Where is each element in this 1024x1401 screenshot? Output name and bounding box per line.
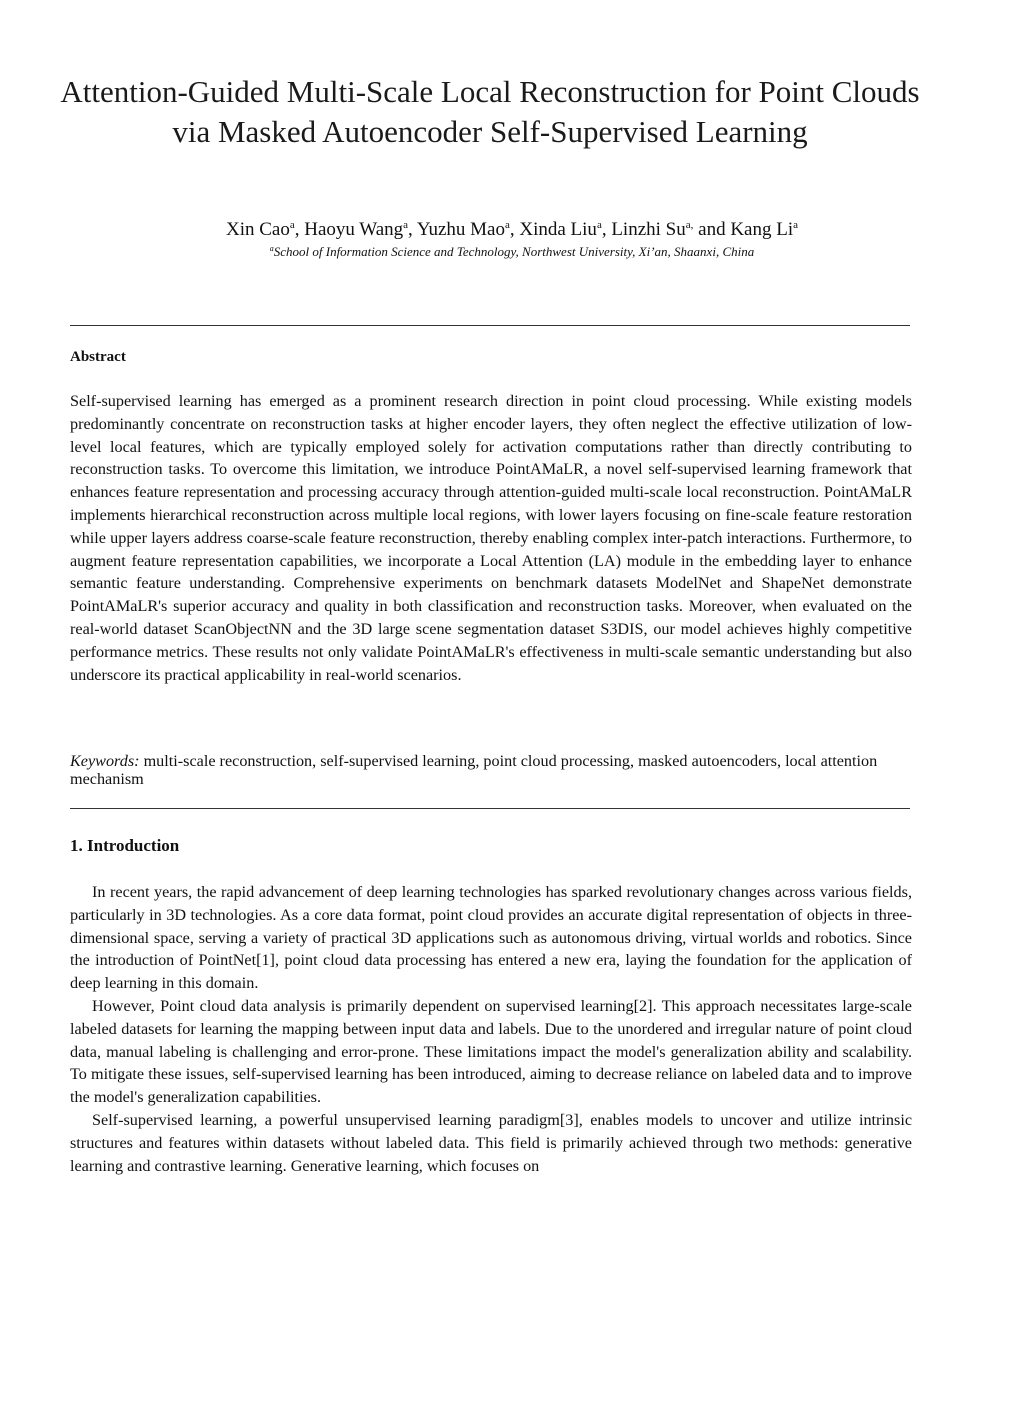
author: Linzhi $Su^{a,}$ and xyxy=(611,219,731,240)
divider-top xyxy=(70,325,910,326)
author: Haoyu Wang$^a$, xyxy=(304,219,417,240)
author: Yuzhu Mao$^a$, xyxy=(416,219,520,240)
abstract-heading: Abstract xyxy=(70,349,126,365)
paragraph: However, Point cloud data analysis is primarily dependent on supervised learning[2]. This approach necessitates large-scale labeled datasets for learning the mapping between input data and labels. Due to the unordered and irregular nature of point cloud data, manual labeling is challenging and error-prone. These limitations impact the model's generalization ability and scalability. To mitigate these issues, self-supervised learning has been introduced, aiming to decrease reliance on labeled data and to improve the model's generalization capabilities. xyxy=(70,996,912,1107)
author: Xinda Liu$^a$, xyxy=(519,219,612,240)
section-heading-introduction: 1. Introduction xyxy=(70,836,180,855)
keywords-text: multi-scale reconstruction, self-supervised learning, point cloud processing, masked autoencoders, local attention mechanism xyxy=(70,752,878,788)
abstract-text: Self-supervised learning has emerged as a prominent research direction in point cloud processing. While existing models predominantly concentrate on reconstruction tasks at higher encoder layers, they often neglect the effective utilization of low-level local features, which are typically employed solely for activation computations rather than directly contributing to reconstruction tasks. To overcome this limitation, we introduce PointAMaLR, a novel self-supervised learning framework that enhances feature representation and processing accuracy through attention-guided multi-scale local reconstruction. PointAMaLR implements hierarchical reconstruction across multiple local regions, with lower layers focusing on fine-scale feature restoration while upper layers address coarse-scale feature reconstruction, thereby enabling complex inter-patch interactions. Furthermore, to augment feature representation capabilities, we incorporate a Local Attention (LA) module in the embedding layer to enhance semantic feature understanding. Comprehensive experiments on benchmark datasets ModelNet and ShapeNet demonstrate PointAMaLR's superior accuracy and quality in both classification and reconstruction tasks. Moreover, when evaluated on the real-world dataset ScanObjectNN and the 3D large scene segmentation dataset S3DIS, our model achieves highly competitive performance metrics. These results not only validate PointAMaLR's effectiveness in multi-scale semantic understanding but also underscore its practical applicability in real-world scenarios. xyxy=(70,392,912,684)
keywords-label: Keywords: xyxy=(70,752,140,770)
author: Kang Li$^a$ xyxy=(730,219,799,240)
paragraph: Self-supervised learning, a powerful unsupervised learning paradigm[3], enables models to uncover and utilize intrinsic structures and features within datasets without labeled data. This field is primarily achieved through two methods: generative learning and contrastive learning. Generative learning, which focuses on xyxy=(70,1110,912,1175)
paper-title: Attention-Guided Multi-Scale Local Reconstruction for Point Clouds via Masked Autoencoder Self-Supervised Learning xyxy=(60,74,920,149)
paragraph: In recent years, the rapid advancement of deep learning technologies has sparked revolutionary changes across various fields, particularly in 3D technologies. As a core data format, point cloud provides an accurate digital representation of objects in three-dimensional space, serving a variety of practical 3D applications such as autonomous driving, virtual worlds and robotics. Since the introduction of PointNet[1], point cloud data processing has entered a new era, laying the foundation for the application of deep learning in this domain. xyxy=(70,883,912,993)
divider-bottom xyxy=(70,808,910,809)
introduction-body xyxy=(70,881,912,1177)
affiliation: $^a$School of Information Science and Technology, Northwest University, Xi’an, Shaanxi, China xyxy=(269,244,755,259)
keywords xyxy=(70,752,912,788)
author-list xyxy=(60,212,964,243)
author: Xin Cao$^a$, xyxy=(225,219,305,240)
